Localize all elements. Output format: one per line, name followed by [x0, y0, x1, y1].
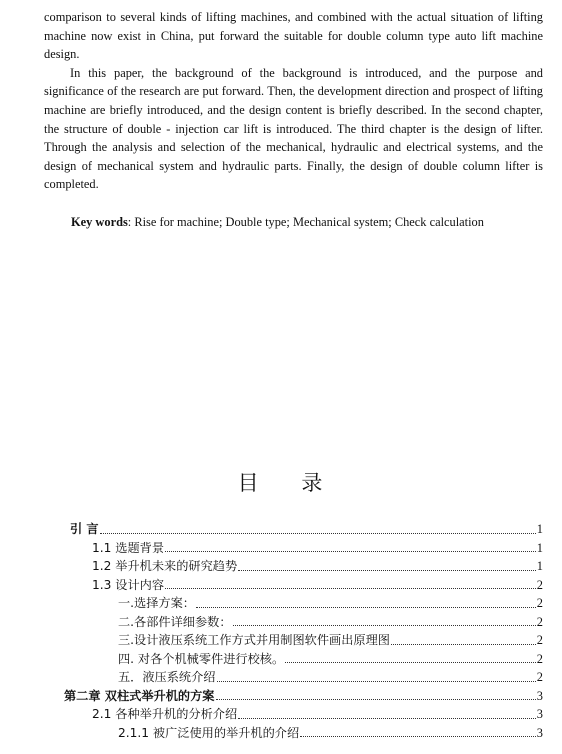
keywords-text: : Rise for machine; Double type; Mechanical system; Check calculation [127, 215, 484, 229]
toc-entry-1-2[interactable] [92, 557, 543, 576]
toc-leader-dots [217, 681, 536, 682]
toc-entry-chapter-2[interactable] [64, 687, 543, 706]
toc-entry-2-1[interactable] [92, 705, 543, 724]
keywords-line [71, 213, 551, 231]
toc-page-number: 2 [536, 596, 543, 610]
toc-entry-text: 1.2 举升机未来的研究趋势 [92, 559, 238, 573]
toc-entry-2-1-1[interactable] [118, 724, 543, 743]
toc-entry-text: 2.1 各种举升机的分析介绍 [92, 707, 238, 721]
keywords-label: Key words [71, 215, 128, 229]
toc-leader-dots [238, 718, 536, 719]
toc-title: 目 录 [237, 471, 341, 495]
toc-page-number: 2 [536, 633, 543, 647]
toc-page-number: 2 [536, 614, 543, 629]
toc-leader-dots [100, 533, 536, 534]
toc-page-number: 2 [536, 577, 543, 592]
toc-entry-text: 四. 对各个机械零件进行校核。 [118, 651, 285, 666]
toc-entry-1-3-d[interactable] [118, 650, 543, 669]
toc-entry-1-3[interactable] [92, 576, 543, 595]
toc-entry-text: 1.3 设计内容 [92, 577, 165, 592]
toc-page-number: 1 [536, 540, 543, 555]
abstract-body [44, 8, 543, 194]
toc-page-number: 3 [536, 725, 543, 740]
toc-page-number: 2 [536, 651, 543, 666]
toc-entry-text: 1.1 选题背景 [92, 540, 165, 555]
toc-entry-text: 2.1.1 被广泛使用的举升机的介绍 [118, 725, 300, 740]
abstract-paragraph-2: In this paper, the background of the background is introduced, and the purpose and significance of the research are put forward. Then, the development direction and prospect of lifting machine are briefly introduced, and the design content is briefly described. In the second chapter, the structure of double - injection car lift is introduced. The third chapter is the design of lifter. Through the analysis and selection of the mechanical, hydraulic and electrical systems, and the design of mechanical system and hydraulic parts. Finally, the design of double column lifter is completed. [44, 65, 543, 192]
toc-leader-dots [238, 570, 536, 571]
toc-entry-text: 一.选择方案： [118, 596, 195, 610]
toc-leader-dots [233, 625, 536, 626]
toc-leader-dots [196, 607, 536, 608]
toc-entry-introduction[interactable] [70, 520, 543, 539]
toc-page-number: 3 [536, 688, 543, 703]
toc-page-number: 1 [536, 522, 543, 536]
abstract-paragraph-1: comparison to several kinds of lifting machines, and combined with the actual situation of lifting machine now exist in China, put forward the suitable for double column type auto lift machine design. [44, 10, 543, 62]
toc-page-number: 2 [536, 670, 543, 684]
toc-leader-dots [285, 662, 536, 663]
toc-entry-1-3-e[interactable] [118, 668, 543, 687]
toc-leader-dots [165, 551, 536, 552]
toc-entry-1-3-b[interactable] [118, 613, 543, 632]
toc-page-number: 1 [536, 559, 543, 573]
toc-leader-dots [391, 644, 536, 645]
toc-leader-dots [216, 699, 536, 700]
toc-leader-dots [300, 736, 536, 737]
toc-entry-1-3-c[interactable] [118, 631, 543, 650]
toc-entry-text: 引 言 [70, 522, 99, 536]
toc-entry-1-1[interactable] [92, 539, 543, 558]
toc-entry-1-3-a[interactable] [118, 594, 543, 613]
toc-leader-dots [165, 588, 536, 589]
toc-entry-text: 五．液压系统介绍 [118, 670, 216, 684]
toc-entry-text: 二.各部件详细参数： [118, 614, 232, 629]
toc-entry-text: 第二章 双柱式举升机的方案 [64, 688, 215, 703]
toc-entry-text: 三.设计液压系统工作方式并用制图软件画出原理图 [118, 633, 390, 647]
toc-page-number: 3 [536, 707, 543, 721]
